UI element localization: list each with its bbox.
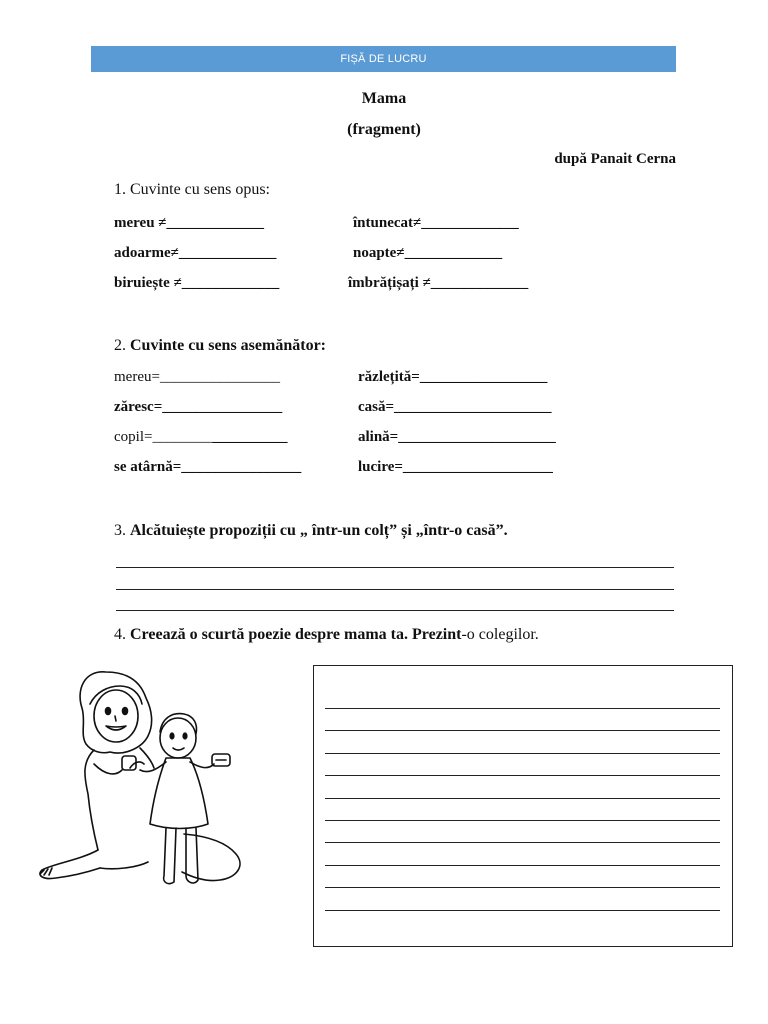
q1-item: noapte≠_____________ xyxy=(353,245,503,261)
q3-number: 3. xyxy=(114,522,126,539)
q2-item-part: copil=________ xyxy=(114,429,213,445)
q1-item: adoarme≠_____________ xyxy=(114,245,277,261)
q2-item: alină=_____________________ xyxy=(358,429,556,445)
worksheet-banner: FIȘĂ DE LUCRU xyxy=(91,46,676,72)
q4-number: 4. xyxy=(114,626,126,643)
q2-item: lucire=____________________ xyxy=(358,459,553,475)
page-subtitle: (fragment) xyxy=(347,121,421,138)
box-line xyxy=(325,865,720,866)
q4-heading xyxy=(114,626,539,644)
mother-child-illustration xyxy=(36,664,250,904)
box-line xyxy=(325,887,720,888)
box-line xyxy=(325,820,720,821)
box-line xyxy=(325,730,720,731)
q1-heading: 1. Cuvinte cu sens opus: xyxy=(114,181,270,198)
q1-item: întunecat≠_____________ xyxy=(353,215,519,231)
answer-line xyxy=(116,610,674,611)
q2-item: zăresc=________________ xyxy=(114,399,283,415)
box-line xyxy=(325,842,720,843)
q2-item xyxy=(114,429,287,446)
q2-item: mereu=________________ xyxy=(114,369,280,385)
answer-line xyxy=(116,589,674,590)
answer-line xyxy=(116,567,674,568)
box-line xyxy=(325,753,720,754)
box-line xyxy=(325,775,720,776)
q2-item: casă=_____________________ xyxy=(358,399,552,415)
q4-text-bold: Creează o scurtă poezie despre mama ta. Prezint xyxy=(130,626,462,643)
q1-item: biruiește ≠_____________ xyxy=(114,275,280,291)
q3-heading xyxy=(114,522,508,540)
q3-text: Alcătuiește propoziții cu „ într-un colț” și „într-o casă”. xyxy=(130,522,508,539)
q2-number: 2. xyxy=(114,337,126,354)
box-line xyxy=(325,798,720,799)
box-line xyxy=(325,910,720,911)
q1-item: îmbrățișați ≠_____________ xyxy=(348,275,529,291)
q2-item: se atârnă=________________ xyxy=(114,459,302,475)
poem-writing-box[interactable] xyxy=(313,665,733,947)
page-title: Mama xyxy=(361,90,407,107)
q4-text-normal: -o colegilor. xyxy=(461,626,539,643)
author-line: după Panait Cerna xyxy=(554,151,676,167)
q2-heading xyxy=(114,337,326,355)
q2-item-part: __________ xyxy=(212,429,288,445)
q1-item: mereu ≠_____________ xyxy=(114,215,265,231)
q2-item: răzlețită=_________________ xyxy=(358,369,548,385)
q2-text: Cuvinte cu sens asemănător: xyxy=(130,337,326,354)
box-line xyxy=(325,708,720,709)
